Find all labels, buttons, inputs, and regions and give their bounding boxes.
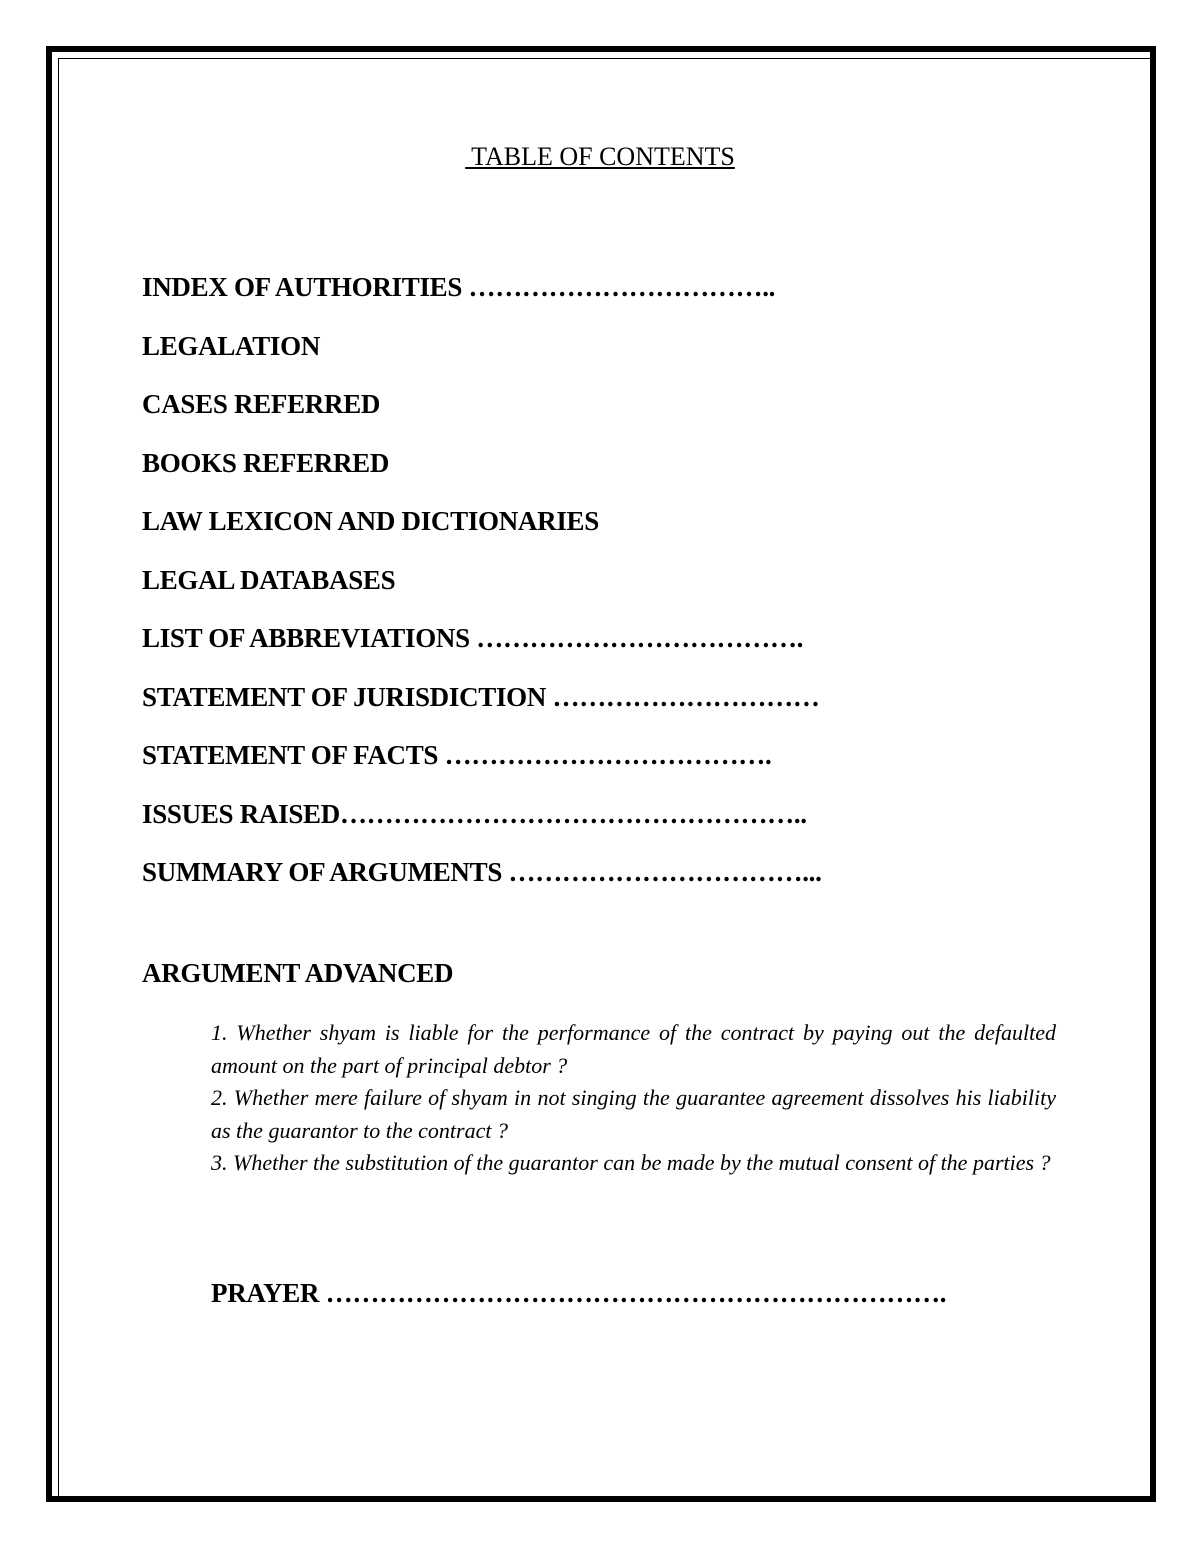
toc-item-cases-referred: CASES REFERRED	[142, 389, 381, 419]
toc-list	[142, 258, 822, 902]
issue-item-3: 3. Whether the substitution of the guarantor can be made by the mutual consent of the parties ?	[211, 1150, 1051, 1175]
toc-item-law-lexicon: LAW LEXICON AND DICTIONARIES	[142, 506, 599, 536]
toc-item-statement-of-facts: STATEMENT OF FACTS ……………………………….	[142, 740, 772, 770]
issue-item-1: 1. Whether shyam is liable for the performance of the contract by paying out the defaulted amount on the part of principal debtor ?	[211, 1020, 1056, 1078]
document-title: TABLE OF CONTENTS	[465, 142, 735, 171]
prayer-entry: PRAYER …………………………………………………………….	[211, 1278, 947, 1308]
issues-list	[211, 1017, 1056, 1180]
toc-item-legalation: LEGALATION	[142, 330, 321, 361]
toc-item-books-referred: BOOKS REFERRED	[142, 447, 390, 478]
toc-item-summary-of-arguments: SUMMARY OF ARGUMENTS ……………………………...	[142, 857, 822, 887]
toc-item-legal-databases: LEGAL DATABASES	[142, 564, 396, 595]
issue-item-2: 2. Whether mere failure of shyam in not singing the guarantee agreement dissolves his liability as the guarantor to the contract ?	[211, 1085, 1056, 1143]
toc-item-issues-raised: ISSUES RAISED……………………………………………..	[142, 798, 807, 829]
toc-item-list-of-abbreviations: LIST OF ABBREVIATIONS ……………………………….	[142, 623, 804, 653]
toc-item-statement-of-jurisdiction: STATEMENT OF JURISDICTION …………………………	[142, 681, 820, 712]
toc-item-index-of-authorities: INDEX OF AUTHORITIES ……………………………..	[142, 272, 776, 302]
argument-advanced-heading: ARGUMENT ADVANCED	[142, 958, 454, 988]
